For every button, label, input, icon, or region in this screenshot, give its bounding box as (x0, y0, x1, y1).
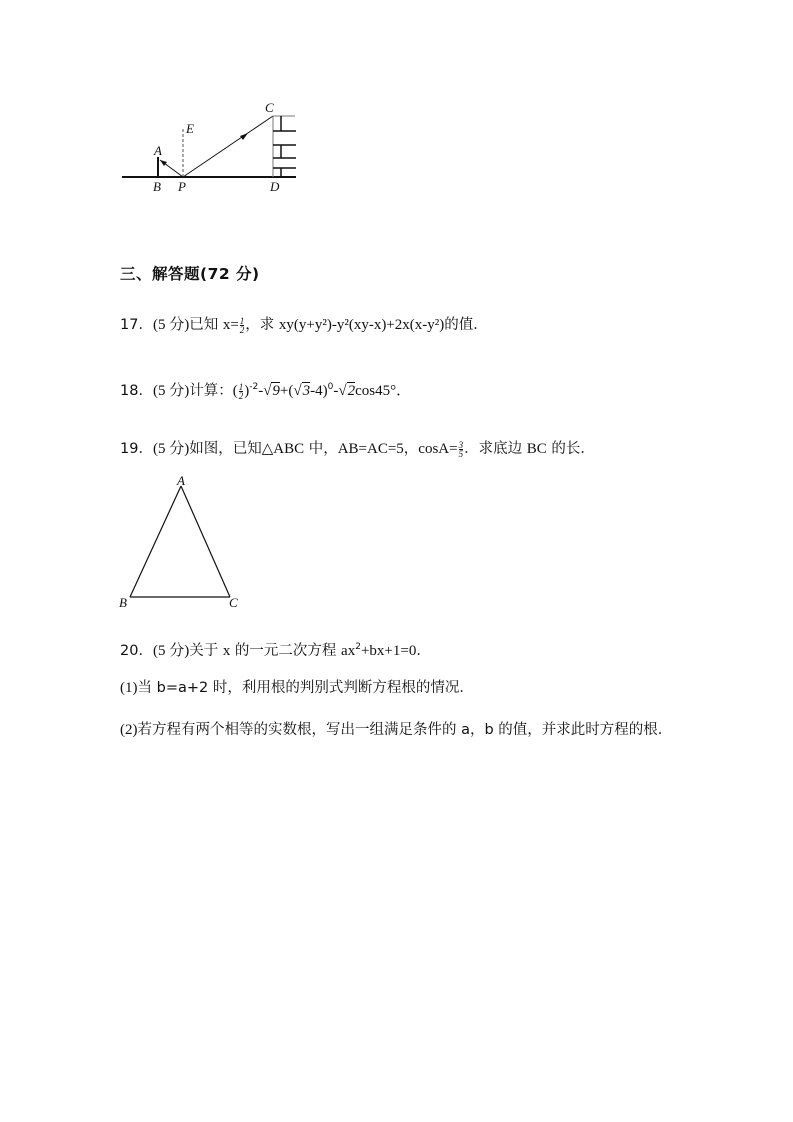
label-C: C (229, 595, 238, 610)
label-E: E (186, 121, 194, 136)
condition: AB=AC=5 (337, 441, 404, 457)
part-text: 若方程有两个相等的实数根，写出一组满足条件的 a，b 的值，并求此时方程的根． (137, 722, 673, 738)
question-score: (5 分) (152, 317, 190, 333)
triangle-diagram (110, 470, 250, 615)
question-19: 19．(5 分)如图，已知△ABC 中，AB=AC=5，cosA= $\frac{3}{5}$ ．求底边 BC 的长． (120, 439, 595, 459)
part-text: 当 b=a+2 时，利用根的判别式判断方程根的情况． (137, 680, 474, 696)
label-C: C (265, 100, 274, 115)
expression: xy(y+y²)-y²(xy-x)+2x(x-y²) (278, 317, 445, 333)
cos-expression: cosA= (418, 441, 458, 457)
question-score: (5 分) (152, 383, 190, 399)
question-text: 的值． (444, 317, 488, 333)
question-text: ．求底边 (464, 441, 527, 457)
question-text: 的一元二次方程 (230, 643, 342, 659)
fraction-three-fifths: $\frac{3}{5}$ (458, 439, 464, 459)
question-text: cos45°． (355, 383, 412, 399)
question-score: (5 分) (152, 441, 190, 457)
question-text: 的长． (546, 441, 595, 457)
question-text: 已知 (189, 317, 223, 333)
exponent: -2 (249, 382, 259, 392)
question-20: 20．(5 分)关于 x 的一元二次方程 $ax^2+bx+1=0$． (120, 642, 431, 659)
label-B: B (119, 595, 127, 610)
question-number: 18． (120, 383, 153, 399)
label-A: A (154, 143, 162, 158)
triangle-name: △ABC (261, 441, 305, 457)
question-text: 如图，已知 (189, 441, 262, 457)
question-text: 关于 (189, 643, 223, 659)
part-label: (1) (120, 680, 138, 696)
question-number: 17． (120, 317, 153, 333)
sqrt-radicand: 3 (302, 383, 311, 399)
fraction-half: $\frac{1}{2}$ (238, 381, 244, 401)
section-title: 三、解答题(72 分) (120, 265, 260, 283)
label-A: A (177, 473, 185, 488)
part-label: (2) (120, 722, 138, 738)
question-number: 20． (120, 643, 153, 659)
sqrt-radicand: 2 (347, 383, 356, 399)
given-lhs: x= (222, 317, 239, 333)
reflection-diagram (110, 95, 310, 200)
equation: +bx+1=0 (360, 643, 417, 659)
question-20-part-2 (120, 719, 680, 741)
question-18: 18．(5 分)计算：( $\frac{1}{2}$ )$^{-2}-√9+(√3-4)^0-√2\cos 45^\circ$． (120, 381, 412, 401)
question-20-part-1 (120, 677, 474, 699)
equation: ax (341, 643, 356, 659)
label-P: P (178, 179, 186, 194)
question-17 (120, 314, 488, 336)
question-text: 计算： (189, 383, 233, 399)
fraction-half: $\frac{1}{2}$ (239, 315, 245, 335)
question-number: 19． (120, 441, 153, 457)
sqrt-radicand: 9 (272, 383, 280, 399)
question-text: 中， (304, 441, 338, 457)
exponent: 0 (327, 382, 334, 392)
label-D: D (270, 179, 280, 194)
question-text: ，求 (245, 317, 279, 333)
question-score: (5 分) (152, 643, 190, 659)
label-B: B (153, 179, 161, 194)
